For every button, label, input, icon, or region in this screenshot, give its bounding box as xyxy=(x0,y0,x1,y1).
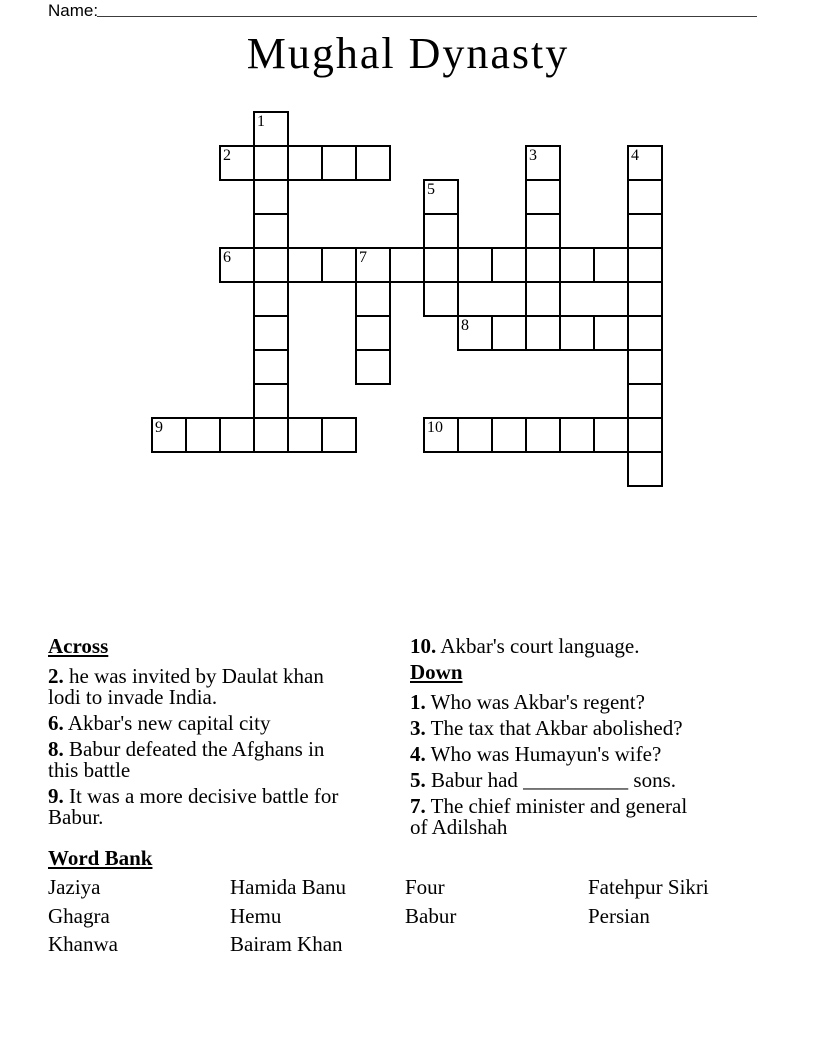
grid-cell[interactable] xyxy=(253,145,289,181)
grid-cell[interactable] xyxy=(559,315,595,351)
grid-cell[interactable] xyxy=(491,247,527,283)
cell-number: 7 xyxy=(359,249,367,266)
grid-cell[interactable] xyxy=(321,145,357,181)
cell-number: 9 xyxy=(155,419,163,436)
word-bank-item: Four xyxy=(405,875,445,899)
grid-cell[interactable] xyxy=(627,349,663,385)
word-bank xyxy=(48,873,768,963)
clue-text: The chief minister and general of Adilshah xyxy=(410,794,688,839)
grid-cell[interactable] xyxy=(253,247,289,283)
grid-cell[interactable] xyxy=(423,213,459,249)
grid-cell[interactable] xyxy=(423,281,459,317)
clue-text: Akbar's new capital city xyxy=(67,711,271,735)
grid-cell-5[interactable] xyxy=(423,179,459,215)
grid-cell[interactable] xyxy=(627,247,663,283)
name-label: Name: xyxy=(48,1,99,20)
word-bank-item: Fatehpur Sikri xyxy=(588,875,709,899)
grid-cell[interactable] xyxy=(389,247,425,283)
grid-cell-10[interactable] xyxy=(423,417,459,453)
grid-cell[interactable] xyxy=(253,213,289,249)
grid-cell[interactable] xyxy=(219,417,255,453)
crossword-grid xyxy=(151,111,663,487)
grid-cell[interactable] xyxy=(287,247,323,283)
cell-number: 3 xyxy=(529,147,537,164)
clue-number: 3. xyxy=(410,716,426,740)
grid-cell[interactable] xyxy=(627,383,663,419)
clue-across-10 xyxy=(410,636,705,657)
word-bank-item: Babur xyxy=(405,903,457,928)
grid-cell[interactable] xyxy=(627,281,663,317)
grid-cell[interactable] xyxy=(627,315,663,351)
grid-cell-6[interactable] xyxy=(219,247,255,283)
grid-cell[interactable] xyxy=(457,247,493,283)
clue-text: Who was Akbar's regent? xyxy=(430,690,645,714)
grid-cell-7[interactable] xyxy=(355,247,391,283)
name-blank-line[interactable] xyxy=(97,0,757,17)
cell-number: 10 xyxy=(427,419,443,436)
grid-cell-2[interactable] xyxy=(219,145,255,181)
clue-across-9 xyxy=(48,786,350,828)
grid-cell[interactable] xyxy=(627,213,663,249)
word-bank-item: Jaziya xyxy=(48,875,101,899)
grid-cell[interactable] xyxy=(627,451,663,487)
grid-cell[interactable] xyxy=(253,383,289,419)
grid-cell[interactable] xyxy=(321,247,357,283)
grid-cell[interactable] xyxy=(253,349,289,385)
word-bank-heading: Word Bank xyxy=(48,846,153,870)
word-bank-item: Hamida Banu xyxy=(230,875,347,899)
grid-cell[interactable] xyxy=(253,281,289,317)
clue-text: Babur defeated the Afghans in this battle xyxy=(48,737,325,782)
grid-cell[interactable] xyxy=(491,315,527,351)
grid-cell[interactable] xyxy=(559,417,595,453)
cell-number: 5 xyxy=(427,181,435,198)
grid-cell[interactable] xyxy=(525,247,561,283)
grid-cell[interactable] xyxy=(593,247,629,283)
word-bank-item: Bairam Khan xyxy=(230,932,343,957)
down-clues-column xyxy=(410,636,705,843)
word-bank-item: Hemu xyxy=(230,903,282,928)
grid-cell-9[interactable] xyxy=(151,417,187,453)
clue-text: It was a more decisive battle for Babur. xyxy=(48,784,339,829)
grid-cell[interactable] xyxy=(525,179,561,215)
clue-number: 9. xyxy=(48,784,64,808)
clue-across-8 xyxy=(48,739,350,781)
grid-cell[interactable] xyxy=(287,145,323,181)
across-clues-column xyxy=(48,636,350,833)
grid-cell[interactable] xyxy=(457,417,493,453)
grid-cell[interactable] xyxy=(593,315,629,351)
clue-number: 10. xyxy=(410,634,437,658)
clue-number: 7. xyxy=(410,794,426,818)
grid-cell[interactable] xyxy=(525,213,561,249)
grid-cell[interactable] xyxy=(491,417,527,453)
grid-cell[interactable] xyxy=(253,417,289,453)
grid-cell[interactable] xyxy=(525,315,561,351)
word-bank-column xyxy=(230,873,346,959)
clue-text: Who was Humayun's wife? xyxy=(430,742,662,766)
grid-cell[interactable] xyxy=(525,417,561,453)
clue-number: 6. xyxy=(48,711,64,735)
cell-number: 6 xyxy=(223,249,231,266)
clue-down-3 xyxy=(410,718,705,739)
grid-cell[interactable] xyxy=(355,349,391,385)
grid-cell[interactable] xyxy=(185,417,221,453)
down-heading: Down xyxy=(410,660,463,684)
clue-number: 1. xyxy=(410,690,426,714)
clue-down-5 xyxy=(410,770,705,791)
clue-down-4 xyxy=(410,744,705,765)
clue-text: The tax that Akbar abolished? xyxy=(430,716,683,740)
grid-cell-1[interactable] xyxy=(253,111,289,147)
grid-cell[interactable] xyxy=(355,145,391,181)
across-heading: Across xyxy=(48,634,109,658)
cell-number: 2 xyxy=(223,147,231,164)
clue-text: he was invited by Daulat khan lodi to invade India. xyxy=(48,664,324,709)
cell-number: 8 xyxy=(461,317,469,334)
grid-cell[interactable] xyxy=(593,417,629,453)
clue-text: Akbar's court language. xyxy=(440,634,640,658)
grid-cell[interactable] xyxy=(559,247,595,283)
word-bank-column xyxy=(588,873,709,930)
clue-number: 2. xyxy=(48,664,64,688)
grid-cell[interactable] xyxy=(423,247,459,283)
grid-cell[interactable] xyxy=(321,417,357,453)
word-bank-item: Ghagra xyxy=(48,903,110,928)
page-title: Mughal Dynasty xyxy=(246,29,570,78)
grid-cell[interactable] xyxy=(525,281,561,317)
grid-cell-8[interactable] xyxy=(457,315,493,351)
word-bank-item: Khanwa xyxy=(48,932,118,957)
clue-number: 8. xyxy=(48,737,64,761)
clue-number: 4. xyxy=(410,742,426,766)
word-bank-column xyxy=(48,873,118,959)
grid-cell[interactable] xyxy=(355,315,391,351)
clue-text: Babur had __________ sons. xyxy=(431,768,676,792)
clue-down-7 xyxy=(410,796,705,838)
clue-across-2 xyxy=(48,666,350,708)
grid-cell[interactable] xyxy=(253,179,289,215)
grid-cell[interactable] xyxy=(627,179,663,215)
grid-cell[interactable] xyxy=(355,281,391,317)
grid-cell-4[interactable] xyxy=(627,145,663,181)
clue-down-1 xyxy=(410,692,705,713)
word-bank-item: Persian xyxy=(588,903,650,928)
word-bank-column xyxy=(405,873,456,930)
cell-number: 4 xyxy=(631,147,639,164)
grid-cell-3[interactable] xyxy=(525,145,561,181)
grid-cell[interactable] xyxy=(627,417,663,453)
cell-number: 1 xyxy=(257,113,265,130)
grid-cell[interactable] xyxy=(253,315,289,351)
grid-cell[interactable] xyxy=(287,417,323,453)
clue-number: 5. xyxy=(410,768,426,792)
clue-across-6 xyxy=(48,713,350,734)
